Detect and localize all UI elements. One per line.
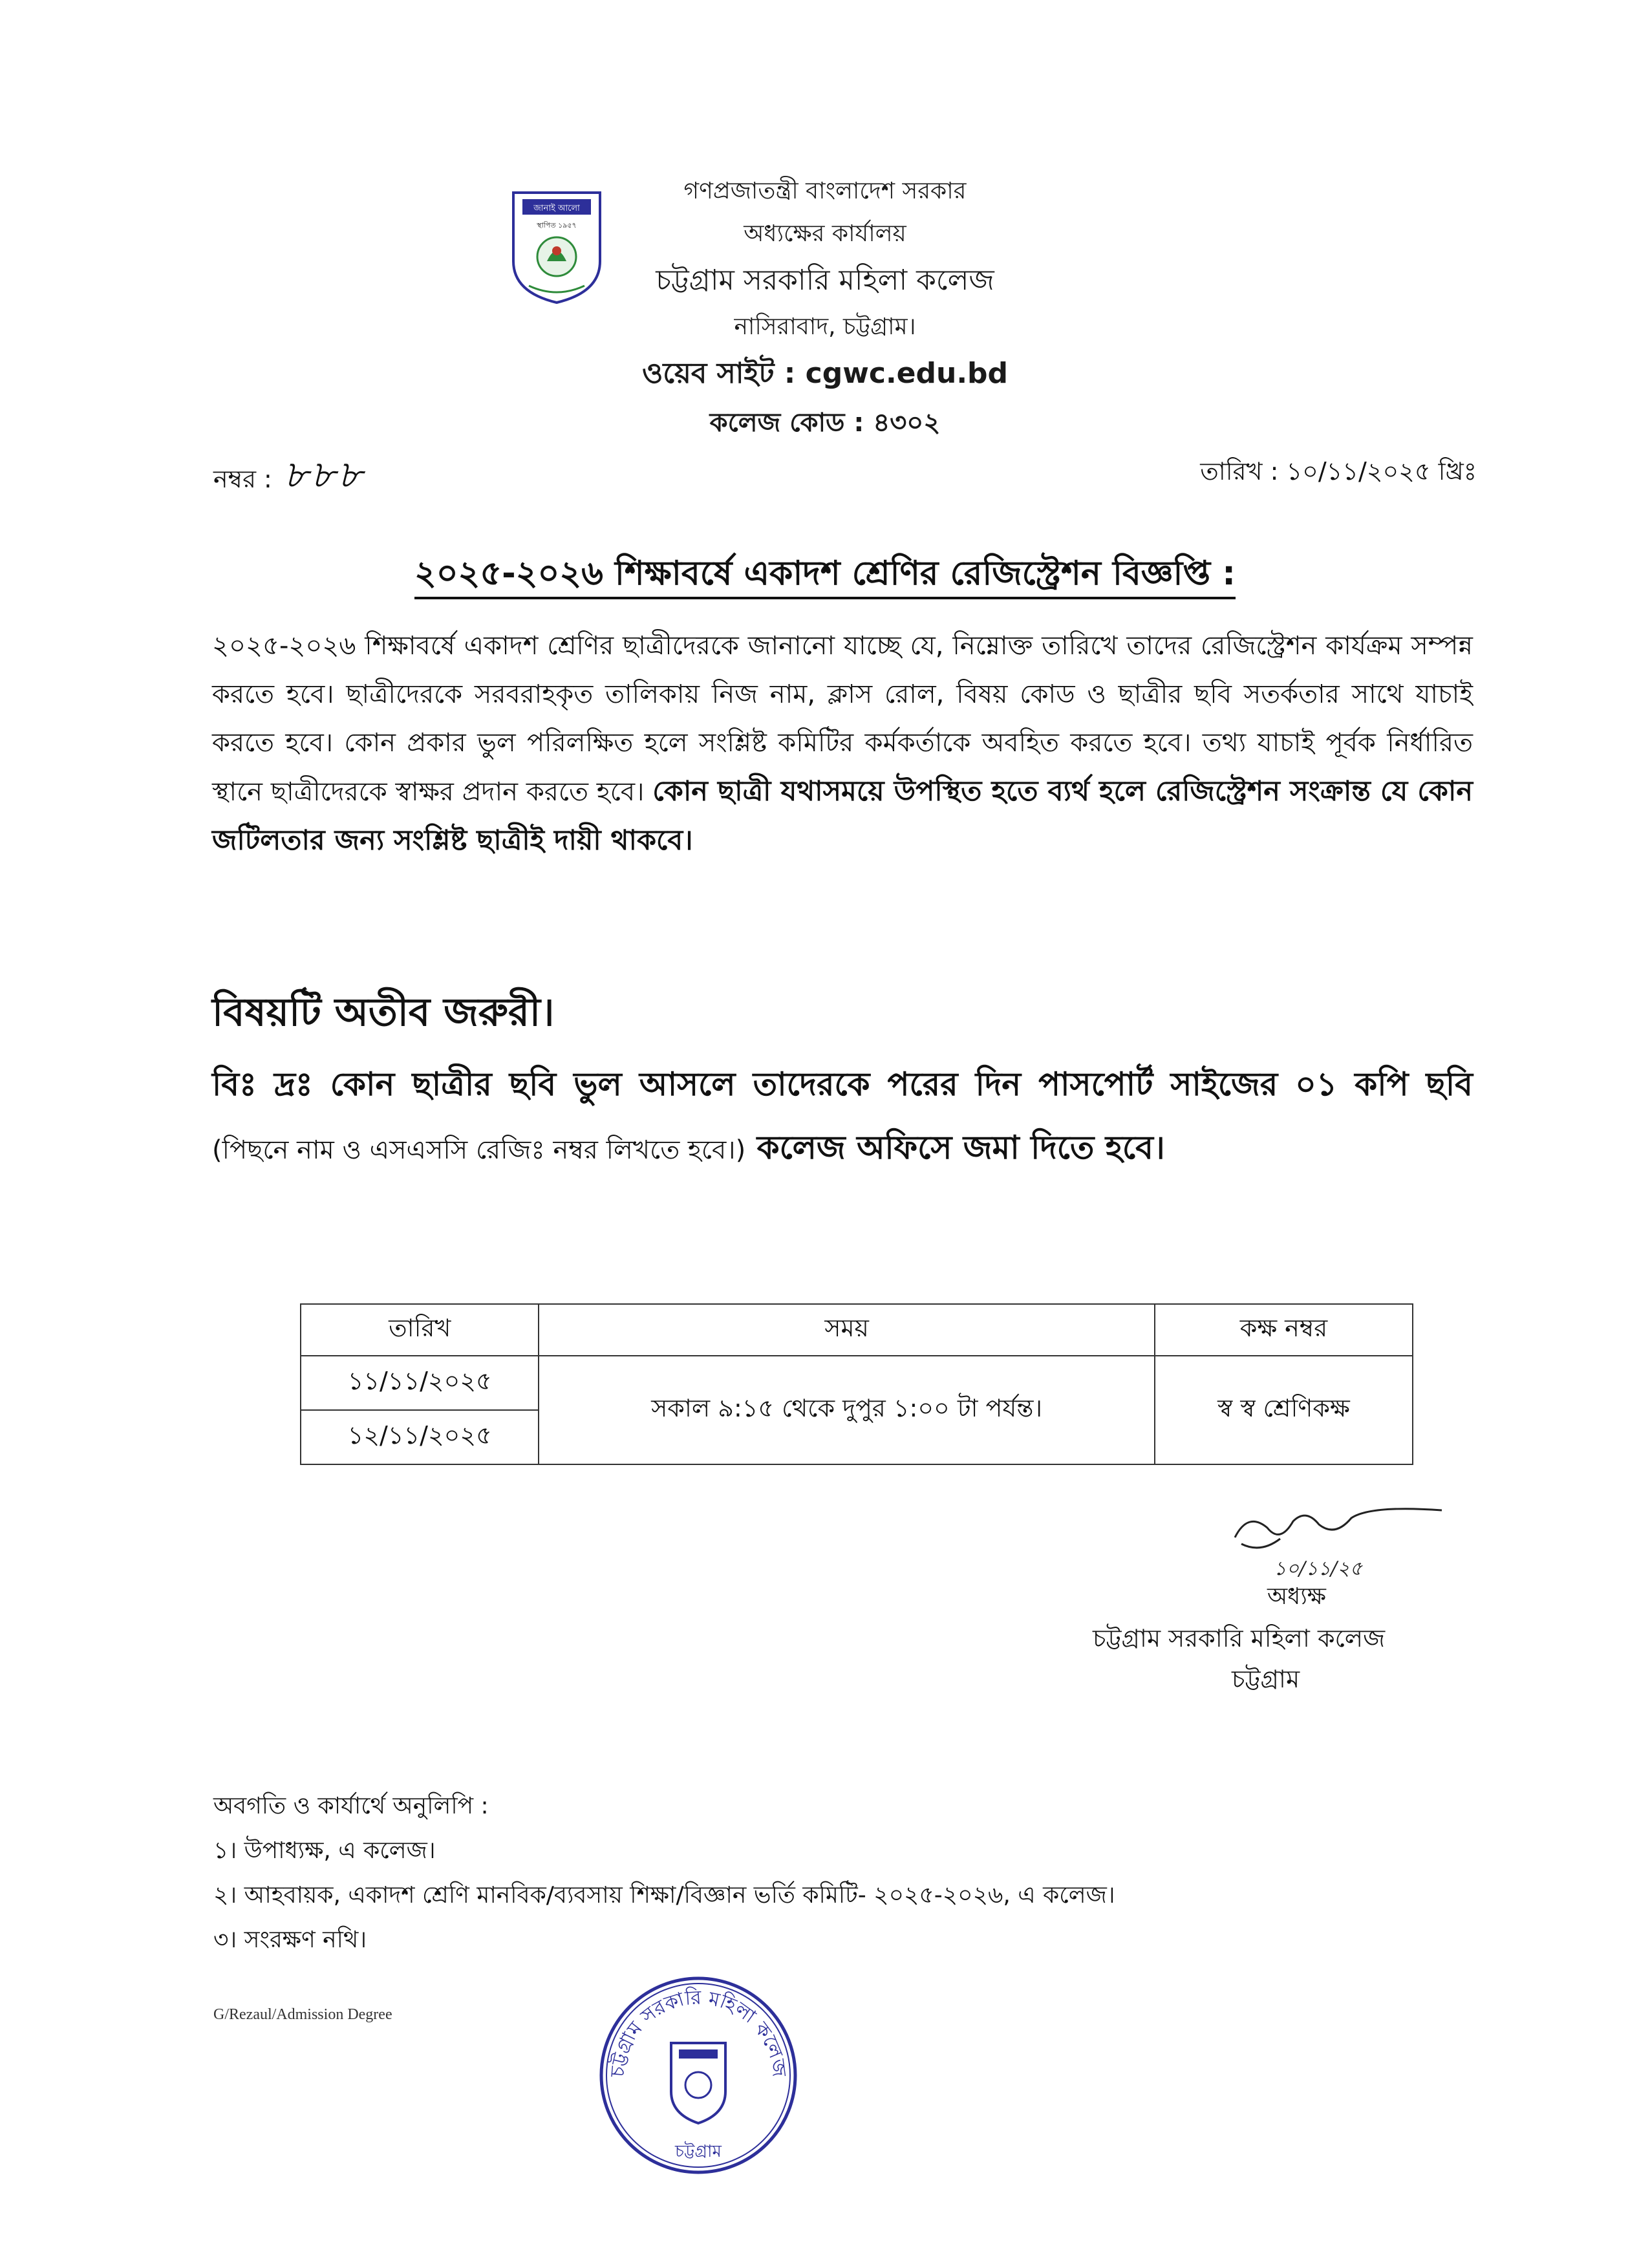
header-time: সময় bbox=[539, 1304, 1154, 1356]
principal-signature bbox=[1222, 1499, 1455, 1583]
copy-heading: অবগতি ও কার্যার্থে অনুলিপি : bbox=[213, 1793, 489, 1819]
header-room: কক্ষ নম্বর bbox=[1155, 1304, 1413, 1356]
college-name: চট্টগ্রাম সরকারি মহিলা কলেজ bbox=[656, 264, 994, 297]
ps-part-1: বিঃ দ্রঃ কোন ছাত্রীর ছবি ভুল আসলে তাদেরকে পরের দিন পাসপোর্ট সাইজের ০১ কপি ছবি bbox=[212, 1065, 1473, 1103]
header-date: তারিখ bbox=[301, 1304, 539, 1356]
memo-number bbox=[213, 446, 365, 509]
office-line: অধ্যক্ষের কার্যালয় bbox=[744, 220, 906, 247]
college-website: ওয়েব সাইট : cgwc.edu.bd bbox=[641, 357, 1009, 390]
seal-ring-text: চট্টগ্রাম সরকারি মহিলা কলেজ bbox=[606, 1986, 791, 2079]
urgent-note: বিষয়টি অতীব জরুরী। bbox=[212, 990, 555, 1035]
list-item: ১। উপাধ্যক্ষ, এ কলেজ। bbox=[213, 1837, 436, 1864]
reference-code: G/Rezaul/Admission Degree bbox=[213, 2006, 392, 2023]
schedule-table bbox=[300, 1303, 1413, 1465]
room-cell: স্ব স্ব শ্রেণিকক্ষ bbox=[1155, 1356, 1413, 1464]
signatory-institution: চট্টগ্রাম সরকারি মহিলা কলেজ bbox=[1093, 1624, 1386, 1653]
official-seal bbox=[595, 1965, 802, 2185]
notice-title-text: ২০২৫-২০২৬ শিক্ষাবর্ষে একাদশ শ্রেণির রেজিস্ট্রেশন বিজ্ঞপ্তি : bbox=[414, 554, 1236, 599]
ps-part-2: (পিছনে নাম ও এসএসসি রেজিঃ নম্বর লিখতে হবে।) bbox=[212, 1135, 746, 1165]
list-item: ২। আহবায়ক, একাদশ শ্রেণি মানবিক/ব্যবসায় শিক্ষা/বিজ্ঞান ভর্তি কমিটি- ২০২৫-২০২৬, এ কলেজ। bbox=[213, 1882, 1115, 1909]
memo-label: নম্বর : bbox=[213, 465, 272, 493]
svg-text:চট্টগ্রাম সরকারি মহিলা কলেজ bbox=[606, 1985, 791, 2079]
signature-date: ১০/১১/২৫ bbox=[1274, 1557, 1363, 1580]
signatory-place: চট্টগ্রাম bbox=[1232, 1665, 1300, 1693]
notice-date: তারিখ : ১০/১১/২০২৫ খ্রিঃ bbox=[1200, 457, 1477, 486]
logo-top-text: জানাই আলো bbox=[533, 204, 580, 213]
body-normal-text: ২০২৫-২০২৬ শিক্ষাবর্ষে একাদশ শ্রেণির ছাত্রীদেরকে জানানো যাচ্ছে যে, নিম্নোক্ত তারিখে তাদের রেজিস্ট্রেশন কার্যক্রম সম্পন্ন করতে হবে। ছাত্রীদেরকে সরবরাহকৃত তালিকায় নিজ নাম, ক্লাস রোল, বিষয় কোড ও ছাত্রীর ছবি সতর্কতার সাথে যাচাই করতে হবে। কোন প্রকার ভুল পরিলক্ষিত হলে সংশ্লিষ্ট কমিটির কর্মকর্তাকে অবহিত করতে হবে। তথ্য যাচাই পূর্বক নির্ধারিত স্থানে ছাত্রীদেরকে স্বাক্ষর প্রদান করতে হবে। bbox=[212, 631, 1473, 807]
table-header-row bbox=[301, 1304, 1413, 1356]
college-code: কলেজ কোড : ৪৩০২ bbox=[709, 408, 941, 438]
table-row bbox=[301, 1356, 1413, 1410]
college-address: নাসিরাবাদ, চট্টগ্রাম। bbox=[734, 314, 916, 340]
seal-bottom-text: চট্টগ্রাম bbox=[675, 2142, 722, 2161]
logo-mid-text: স্থাপিত ১৯৫৭ bbox=[537, 221, 577, 230]
notice-title bbox=[0, 547, 1650, 603]
ps-part-3: কলেজ অফিসে জমা দিতে হবে। bbox=[756, 1129, 1165, 1166]
postscript bbox=[212, 1053, 1473, 1182]
body-bold-text: কোন ছাত্রী যথাসময়ে উপস্থিত হতে ব্যর্থ হলে রেজিস্ট্রেশন সংক্রান্ত যে কোন জটিলতার জন্য সংশ্লিষ্ট ছাত্রীই দায়ী থাকবে। bbox=[212, 775, 1473, 857]
list-item: ৩। সংরক্ষণ নথি। bbox=[213, 1927, 367, 1953]
date-cell-1: ১১/১১/২০২৫ bbox=[301, 1356, 539, 1410]
time-cell: সকাল ৯:১৫ থেকে দুপুর ১:০০ টা পর্যন্ত। bbox=[539, 1356, 1154, 1464]
notice-body bbox=[212, 622, 1473, 866]
signatory-designation: অধ্যক্ষ bbox=[1267, 1583, 1326, 1610]
memo-value: ৮৮৮ bbox=[283, 453, 365, 497]
date-cell-2: ১২/১১/২০২৫ bbox=[301, 1410, 539, 1464]
govt-line: গণপ্রজাতন্ত্রী বাংলাদেশ সরকার bbox=[683, 178, 967, 204]
